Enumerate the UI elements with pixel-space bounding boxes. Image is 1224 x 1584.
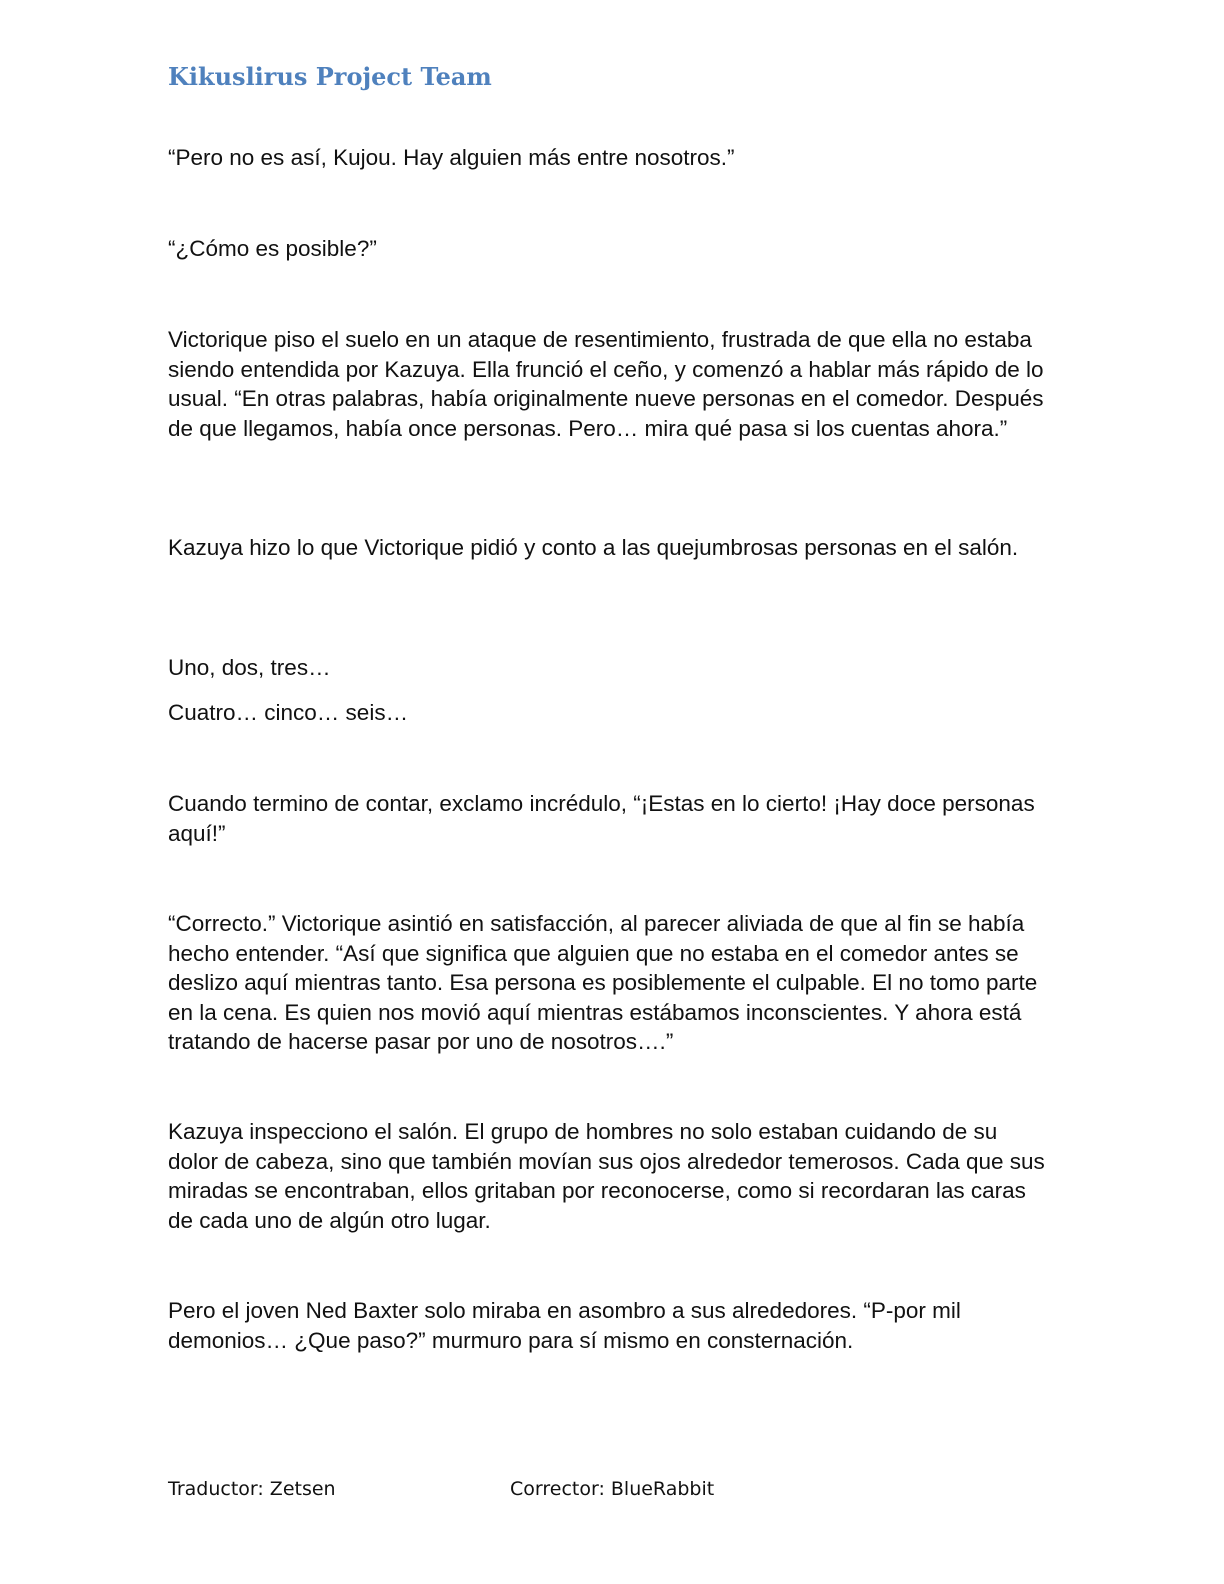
- paragraph-2: “¿Cómo es posible?”: [168, 236, 377, 261]
- paragraph-4: Kazuya hizo lo que Victorique pidió y conto a las quejumbrosas personas en el salón.: [168, 535, 1019, 560]
- paragraph-6: Cuatro… cinco… seis…: [168, 700, 409, 725]
- footer-corrector: Corrector: BlueRabbit: [510, 1478, 715, 1500]
- paragraph-5: Uno, dos, tres…: [168, 655, 331, 680]
- page-header-title: Kikuslirus Project Team: [168, 62, 492, 91]
- paragraph-9: Kazuya inspecciono el salón. El grupo de hombres no solo estaban cuidando de su dolor de cabeza, sino que también movían sus ojos alrededor temerosos. Cada que sus miradas se encontraban, ellos gritaban por reconocerse, como si recordaran las caras de cada uno de algún otro lugar.: [168, 1119, 1045, 1233]
- paragraph-8: “Correcto.” Victorique asintió en satisfacción, al parecer aliviada de que al fin se había hecho entender. “Así que significa que alguien que no estaba en el comedor antes se deslizo aquí mientras tanto. Esa persona es posiblemente el culpable. El no tomo parte en la cena. Es quien nos movió aquí mientras estábamos inconscientes. Y ahora está tratando de hacerse pasar por uno de nosotros….”: [168, 911, 1038, 1054]
- footer-translator: Traductor: Zetsen: [168, 1478, 336, 1500]
- paragraph-7: Cuando termino de contar, exclamo incrédulo, “¡Estas en lo cierto! ¡Hay doce personas aquí!”: [168, 791, 1035, 846]
- paragraph-1: “Pero no es así, Kujou. Hay alguien más entre nosotros.”: [168, 145, 735, 170]
- paragraph-3: Victorique piso el suelo en un ataque de resentimiento, frustrada de que ella no estaba siendo entendida por Kazuya. Ella frunció el ceño, y comenzó a hablar más rápido de lo usual. “En otras palabras, había originalmente nueve personas en el comedor. Después de que llegamos, había once personas. Pero… mira qué pasa si los cuentas ahora.”: [168, 327, 1044, 441]
- paragraph-10: Pero el joven Ned Baxter solo miraba en asombro a sus alrededores. “P-por mil demonios… ¿Que paso?” murmuro para sí mismo en consternación.: [168, 1298, 961, 1353]
